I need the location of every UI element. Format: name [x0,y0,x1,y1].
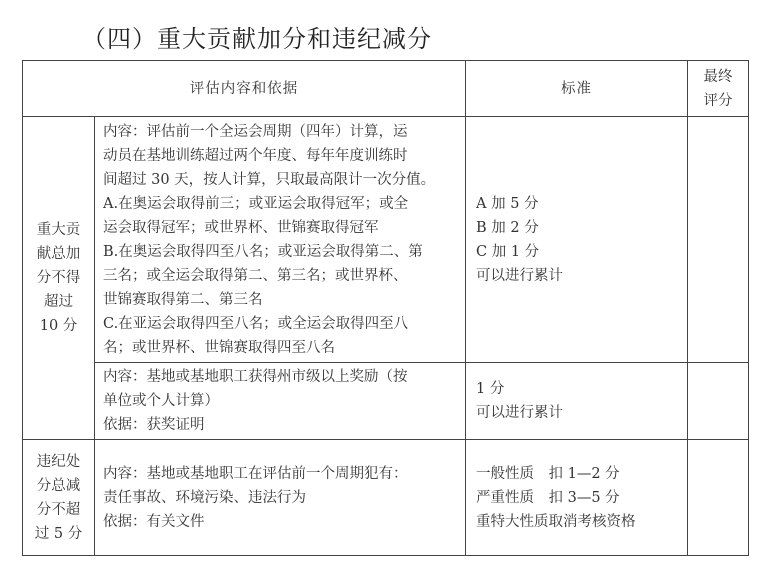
standard-cell [466,117,688,363]
content-line: 依据：有关文件 [103,513,205,530]
section-title: （四）重大贡献加分和违纪减分 [82,25,432,53]
header-final-score-line2: 评分 [703,92,733,109]
standard-cell [466,363,688,440]
category-label-discipline-deduction [23,440,95,556]
category-label-line: 献总加 [36,246,81,262]
header-final-score [688,61,749,117]
content-cell [95,440,466,556]
content-line: A.在奥运会取得前三；或亚运会取得冠军；或全 [103,195,409,212]
content-line: 单位或个人计算） [103,393,219,409]
standard-line: C 加 1 分 [476,243,540,260]
content-line: 名；或世界杯、世锦赛取得四至八名 [103,339,335,356]
standard-line: A 加 5 分 [476,195,539,212]
table-row [23,440,749,556]
standard-line: 1 分 [476,381,505,397]
content-cell [95,363,466,440]
content-line: 三名；或全运会取得第二、第三名；或世界杯、 [103,267,408,284]
header-final-score-line1: 最终 [703,68,733,85]
table-row [23,117,749,363]
standard-cell [466,440,688,556]
content-line: 世锦赛取得第二、第三名 [103,291,263,308]
category-label-line: 违纪处 [36,453,81,470]
category-label-line: 分不得 [36,270,81,286]
content-cell [95,117,466,363]
standard-line: B 加 2 分 [476,219,539,236]
evaluation-table [22,60,749,556]
standard-line: 一般性质 扣 1—2 分 [476,465,620,482]
content-line: B.在奥运会取得四至八名；或亚运会取得第二、第 [103,243,423,260]
category-label-major-contribution [23,117,95,440]
content-line: 内容：基地或基地职工在评估前一个周期犯有： [103,465,408,482]
header-row [23,61,749,117]
standard-line: 严重性质 扣 3—5 分 [476,489,620,506]
content-line: 运会取得冠军；或世界杯、世锦赛取得冠军 [103,219,379,236]
content-line: C.在亚运会取得四至八名；或全运会取得四至八 [103,315,409,332]
content-line: 内容：评估前一个全运会周期（四年）计算，运 [103,123,408,140]
category-label-line: 过 5 分 [34,525,83,542]
content-line: 动员在基地训练超过两个年度、每年年度训练时 [103,147,408,164]
final-score-cell[interactable] [688,440,749,556]
standard-line: 可以进行累计 [476,267,563,284]
final-score-cell[interactable] [688,117,749,363]
header-content: 评估内容和依据 [23,61,466,117]
content-line: 内容：基地或基地职工获得州市级以上奖励（按 [103,369,408,385]
table-row [23,363,749,440]
standard-line: 重特大性质取消考核资格 [476,513,636,530]
category-label-line: 重大贡 [36,222,81,238]
content-line: 间超过 30 天，按人计算，只取最高限计一次分值。 [103,171,436,188]
category-label-line: 10 分 [39,318,78,334]
content-line: 依据：获奖证明 [103,417,205,433]
content-line: 责任事故、环境污染、违法行为 [103,489,306,506]
category-label-line: 分总减 [36,477,81,494]
standard-line: 可以进行累计 [476,405,563,421]
category-label-line: 超过 [44,294,73,310]
category-label-line: 分不超 [36,501,81,518]
header-standard: 标准 [466,61,688,117]
final-score-cell[interactable] [688,363,749,440]
